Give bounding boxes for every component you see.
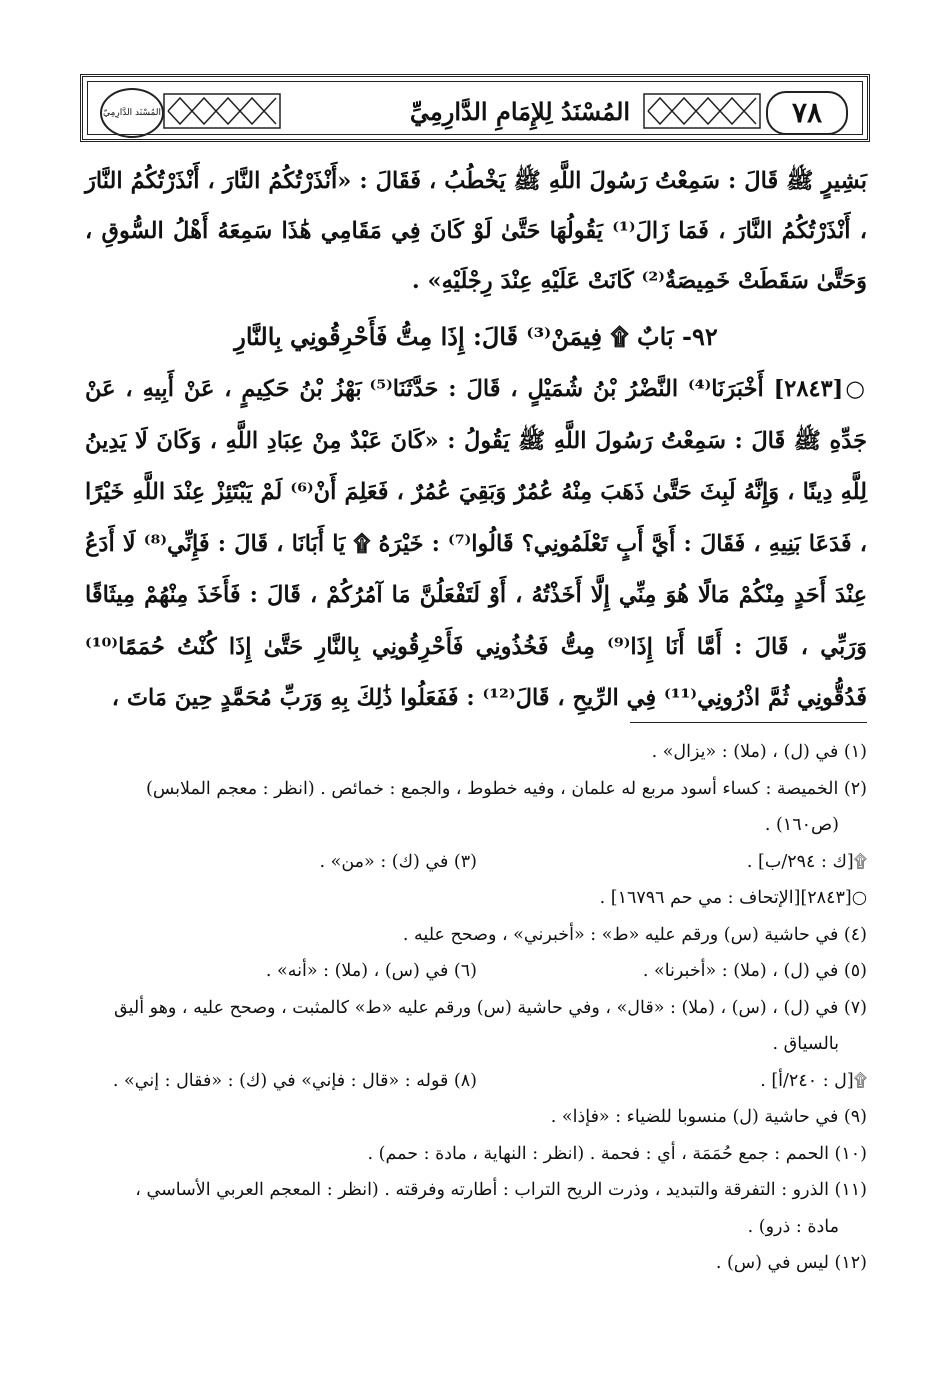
manuscript-ref: ۩[ل : ٢٤٠/أ] . — [760, 1070, 867, 1091]
footnote: (٥) في (ل) ، (ملا) : «أخبرنا» . — [642, 961, 867, 981]
main-text-continuation — [85, 156, 867, 306]
page-header — [80, 74, 870, 142]
footnote-continuation: (ص١٦٠) . — [764, 815, 839, 835]
footnote-continuation: مادة : ذرو) . — [747, 1216, 839, 1237]
manuscript-ref: ۩[ك : ٢٩٤/ب] . — [746, 851, 867, 872]
footnote-row — [80, 1063, 867, 1100]
footnote-row — [80, 953, 867, 990]
footnote-divider — [630, 722, 867, 723]
footnote-continuation: بالسياق . — [772, 1034, 839, 1054]
footnote: (١١) الذرو : التفرقة والتبديد ، وذرت الريح التراب : أطارته وفرقته . (انظر : المعجم العربي الأساسي ، — [135, 1180, 867, 1200]
footnotes — [80, 734, 867, 1282]
header-border — [87, 81, 863, 135]
footnote: (٣) في (ك) : «من» . — [319, 851, 477, 872]
footnote: (١٠) الحمم : جمع حُمَمَة ، أي : فحمة . (انظر : النهاية ، مادة : حمم) . — [367, 1143, 867, 1164]
hadith-text — [85, 364, 867, 725]
decorative-ornament-icon — [642, 88, 762, 134]
book-seal-logo — [100, 88, 164, 138]
footnote-row — [80, 844, 867, 881]
footnote: (٩) في حاشية (ل) منسوبا للضياء : «فإذا» . — [550, 1107, 867, 1127]
running-title: المُسْنَدُ لِلإِمَامِ الدَّارِمِيِّ — [409, 97, 631, 126]
chapter-heading: ٩٢- بَابٌ ۩ فِيمَنْ⁽³⁾ قَالَ: إِذَا مِتُّ فَأَحْرِقُونِي بِالنَّارِ — [234, 322, 718, 351]
footnote: (٦) في (س) ، (ملا) : «أنه» . — [265, 961, 477, 981]
seal-text: المُسْنَد الدَّارِمِيّ — [103, 108, 161, 118]
paragraph: بَشِيرٍ ﷺ قَالَ : سَمِعْتُ رَسُولَ اللَّهِ ﷺ يَخْطُبُ ، فَقَالَ : «أَنْذَرْتُكُمُ النَّارَ ، أَنْذَرْتُكُمُ النَّارَ ، أَنْذَرْتُكُمُ النَّارَ ، فَمَا زَالَ⁽¹⁾ يَقُولُهَا حَتَّىٰ لَوْ كَانَ فِي مَقَامِي هَٰذَا سَمِعَهُ أَهْلُ السُّوقِ ، وَحَتَّىٰ سَقَطَتْ خَمِيصَةٌ⁽²⁾ كَانَتْ عَلَيْهِ عِنْدَ رِجْلَيْهِ» . — [85, 168, 867, 294]
footnote: (١) في (ل) ، (ملا) : «يزال» . — [651, 742, 867, 762]
footnote: (٨) قوله : «قال : فإني» في (ك) : «فقال : إني» . — [112, 1070, 477, 1091]
page-number: ٧٨ — [766, 91, 848, 135]
paragraph: ○[٢٨٤٣] أَخْبَرَنَا⁽⁴⁾ النَّضْرُ بْنُ شُمَيْلٍ ، قَالَ : حَدَّثَنَا⁽⁵⁾ بَهْزُ بْنُ حَكِيمٍ ، عَنْ أَبِيهِ ، عَنْ جَدِّهِ ﷺ قَالَ : سَمِعْتُ رَسُولَ اللَّهِ ﷺ يَقُولُ : «كَانَ عَبْدٌ مِنْ عِبَادِ اللَّهِ ، وَكَانَ لَا يَدِينُ لِلَّهِ دِينًا ، وَإِنَّهُ لَبِثَ حَتَّىٰ ذَهَبَ مِنْهُ عُمُرٌ وَبَقِيَ عُمُرٌ ، فَعَلِمَ أَنْ⁽⁶⁾ لَمْ يَبْتَئِزْ عِنْدَ اللَّهِ خَيْرًا ، فَدَعَا بَنِيهِ ، فَقَالَ : أَيَّ أَبٍ تَعْلَمُونِي؟ قَالُوا⁽⁷⁾ : خَيْرَهُ ۩ يَا أَبَانَا ، قَالَ : فَإِنِّي⁽⁸⁾ لَا أَدَعُ عِنْدَ أَحَدٍ مِنْكُمْ مَالًا هُوَ مِنِّي إِلَّا أَخَذْتُهُ ، أَوْ لَتَفْعَلُنَّ مَا آمُرُكُمْ ، قَالَ : فَأَخَذَ مِنْهُمْ مِيثَاقًا وَرَبِّي ، قَالَ : أَمَّا أَنَا إِذَا⁽⁹⁾ مِتُّ فَخُذُونِي فَأَحْرِقُونِي بِالنَّارِ حَتَّىٰ إِذَا كُنْتُ حُمَمًا⁽¹⁰⁾ فَدُقُّونِي ثُمَّ اذْرُونِي⁽¹¹⁾ فِي الرِّيحِ ، قَالَ⁽¹²⁾ : فَفَعَلُوا ذَٰلِكَ بِهِ وَرَبِّ مُحَمَّدٍ حِينَ مَاتَ ، — [85, 376, 868, 711]
footnote: (٤) في حاشية (س) ورقم عليه «ط» : «أخبرني» ، وصحح عليه . — [402, 924, 867, 945]
footnote: (٧) في (ل) ، (س) ، (ملا) : «قال» ، وفي حاشية (س) ورقم عليه «ط» كالمثبت ، وصحح عليه ، وهو أليق — [114, 997, 867, 1018]
footnote: (١٢) ليس في (س) . — [715, 1253, 867, 1273]
footnote: (٢) الخميصة : كساء أسود مربع له علمان ، وفيه خطوط ، والجمع : خمائص . (انظر : معجم الملابس) — [146, 778, 867, 799]
footnote-ithaf: ○[٢٨٤٣][الإتحاف : مي حم ١٦٧٩٦] . — [599, 888, 867, 908]
